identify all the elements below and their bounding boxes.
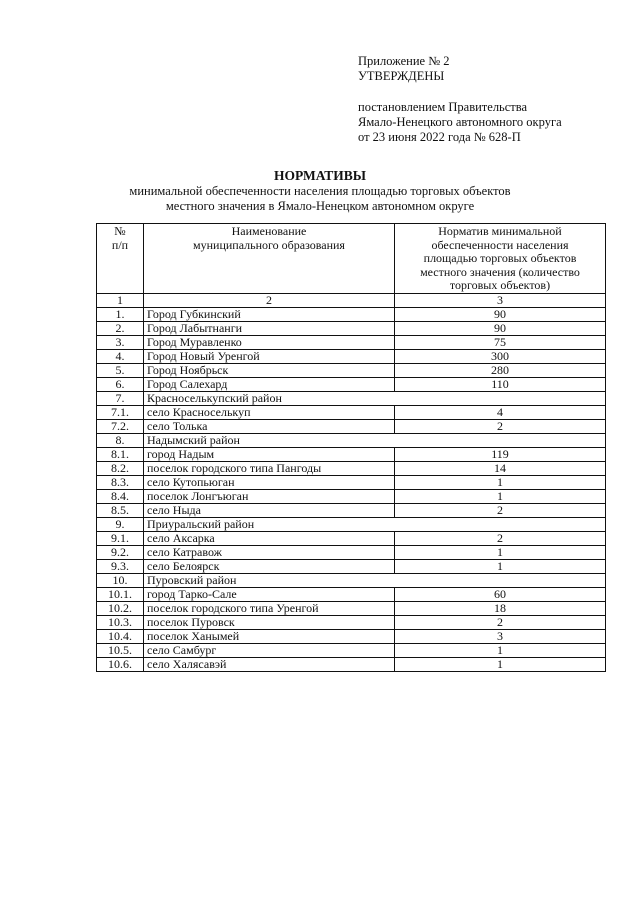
table-row [97, 531, 606, 545]
municipality-name: Надымский район [144, 433, 606, 447]
norm-value: 1 [395, 643, 606, 657]
norm-value: 2 [395, 615, 606, 629]
norm-value: 2 [395, 419, 606, 433]
municipality-name: поселок городского типа Пангоды [144, 461, 395, 475]
district-row [97, 433, 606, 447]
norm-value: 1 [395, 489, 606, 503]
norm-value: 14 [395, 461, 606, 475]
norm-value: 2 [395, 531, 606, 545]
municipality-name: Приуральский район [144, 517, 606, 531]
document-subtitle-line-1: минимальной обеспеченности населения площадью торговых объектов [129, 184, 511, 198]
header-municipality: Наименование муниципального образования [144, 224, 395, 294]
row-number: 10.3. [97, 615, 144, 629]
municipality-name: Город Губкинский [144, 307, 395, 321]
row-number: 8.3. [97, 475, 144, 489]
table-body [97, 307, 606, 671]
municipality-name: поселок Пуровск [144, 615, 395, 629]
table-row [97, 601, 606, 615]
norm-value: 2 [395, 503, 606, 517]
row-number: 10.1. [97, 587, 144, 601]
municipality-name: поселок Ханымей [144, 629, 395, 643]
municipality-name: Город Лабытнанги [144, 321, 395, 335]
row-number: 7.1. [97, 405, 144, 419]
row-number: 5. [97, 363, 144, 377]
table-row [97, 349, 606, 363]
row-number: 8.1. [97, 447, 144, 461]
municipality-name: село Самбург [144, 643, 395, 657]
approval-block [358, 54, 562, 145]
table-row [97, 629, 606, 643]
header-number: № п/п [97, 224, 144, 294]
table-header-row [97, 224, 606, 294]
norm-value: 1 [395, 545, 606, 559]
header-norm: Норматив минимальной обеспеченности населения площадью торговых объектов местного значения (количество торговых объектов) [395, 224, 606, 294]
municipality-name: Город Ноябрьск [144, 363, 395, 377]
table-row [97, 587, 606, 601]
row-number: 10. [97, 573, 144, 587]
norm-value: 119 [395, 447, 606, 461]
column-index: 3 [395, 293, 606, 307]
municipality-name: город Тарко-Сале [144, 587, 395, 601]
table-row [97, 657, 606, 671]
document-subtitle-line-2: местного значения в Ямало-Ненецком автономном округе [165, 199, 475, 213]
row-number: 8.4. [97, 489, 144, 503]
norm-value: 60 [395, 587, 606, 601]
table-row [97, 615, 606, 629]
row-number: 10.6. [97, 657, 144, 671]
row-number: 7.2. [97, 419, 144, 433]
row-number: 8.2. [97, 461, 144, 475]
decree-line: постановлением Правительства [358, 100, 528, 114]
approved-label: УТВЕРЖДЕНЫ [358, 69, 445, 83]
norm-value: 110 [395, 377, 606, 391]
table-row [97, 321, 606, 335]
row-number: 9. [97, 517, 144, 531]
table-row [97, 545, 606, 559]
table-row [97, 405, 606, 419]
municipality-name: Город Новый Уренгой [144, 349, 395, 363]
row-number: 6. [97, 377, 144, 391]
district-row [97, 573, 606, 587]
table-row [97, 335, 606, 349]
appendix-number: Приложение № 2 [358, 54, 450, 68]
row-number: 8.5. [97, 503, 144, 517]
table-row [97, 419, 606, 433]
municipality-name: поселок городского типа Уренгой [144, 601, 395, 615]
municipality-name: Город Салехард [144, 377, 395, 391]
table-row [97, 643, 606, 657]
norm-value: 3 [395, 629, 606, 643]
table-row [97, 447, 606, 461]
row-number: 9.1. [97, 531, 144, 545]
column-index: 2 [144, 293, 395, 307]
municipality-name: город Надым [144, 447, 395, 461]
row-number: 10.2. [97, 601, 144, 615]
row-number: 10.5. [97, 643, 144, 657]
municipality-name: село Белоярск [144, 559, 395, 573]
column-index: 1 [97, 293, 144, 307]
row-number: 2. [97, 321, 144, 335]
norm-value: 90 [395, 321, 606, 335]
row-number: 9.2. [97, 545, 144, 559]
norm-value: 75 [395, 335, 606, 349]
column-index-row [97, 293, 606, 307]
norm-value: 280 [395, 363, 606, 377]
table-row [97, 559, 606, 573]
table-row [97, 503, 606, 517]
authority-line: Ямало-Ненецкого автономного округа [358, 115, 562, 129]
municipality-name: село Ныда [144, 503, 395, 517]
table-row [97, 307, 606, 321]
table-row [97, 363, 606, 377]
norm-value: 300 [395, 349, 606, 363]
row-number: 9.3. [97, 559, 144, 573]
table-row [97, 461, 606, 475]
row-number: 7. [97, 391, 144, 405]
municipality-name: село Кутопьюган [144, 475, 395, 489]
row-number: 10.4. [97, 629, 144, 643]
municipality-name: Пуровский район [144, 573, 606, 587]
district-row [97, 391, 606, 405]
municipality-name: село Толька [144, 419, 395, 433]
document-heading [0, 168, 640, 214]
row-number: 1. [97, 307, 144, 321]
district-row [97, 517, 606, 531]
norm-value: 4 [395, 405, 606, 419]
municipality-name: село Халясавэй [144, 657, 395, 671]
norm-value: 1 [395, 657, 606, 671]
row-number: 4. [97, 349, 144, 363]
municipality-name: Город Муравленко [144, 335, 395, 349]
row-number: 3. [97, 335, 144, 349]
decree-date: от 23 июня 2022 года № 628-П [358, 130, 521, 144]
norm-value: 90 [395, 307, 606, 321]
table-row [97, 475, 606, 489]
norms-table [96, 223, 606, 672]
norm-value: 1 [395, 475, 606, 489]
municipality-name: село Катравож [144, 545, 395, 559]
municipality-name: поселок Лонгъюган [144, 489, 395, 503]
municipality-name: Красноселькупский район [144, 391, 606, 405]
document-title: НОРМАТИВЫ [273, 168, 367, 183]
municipality-name: село Аксарка [144, 531, 395, 545]
norm-value: 18 [395, 601, 606, 615]
row-number: 8. [97, 433, 144, 447]
table-row [97, 377, 606, 391]
norm-value: 1 [395, 559, 606, 573]
municipality-name: село Красноселькуп [144, 405, 395, 419]
table-row [97, 489, 606, 503]
